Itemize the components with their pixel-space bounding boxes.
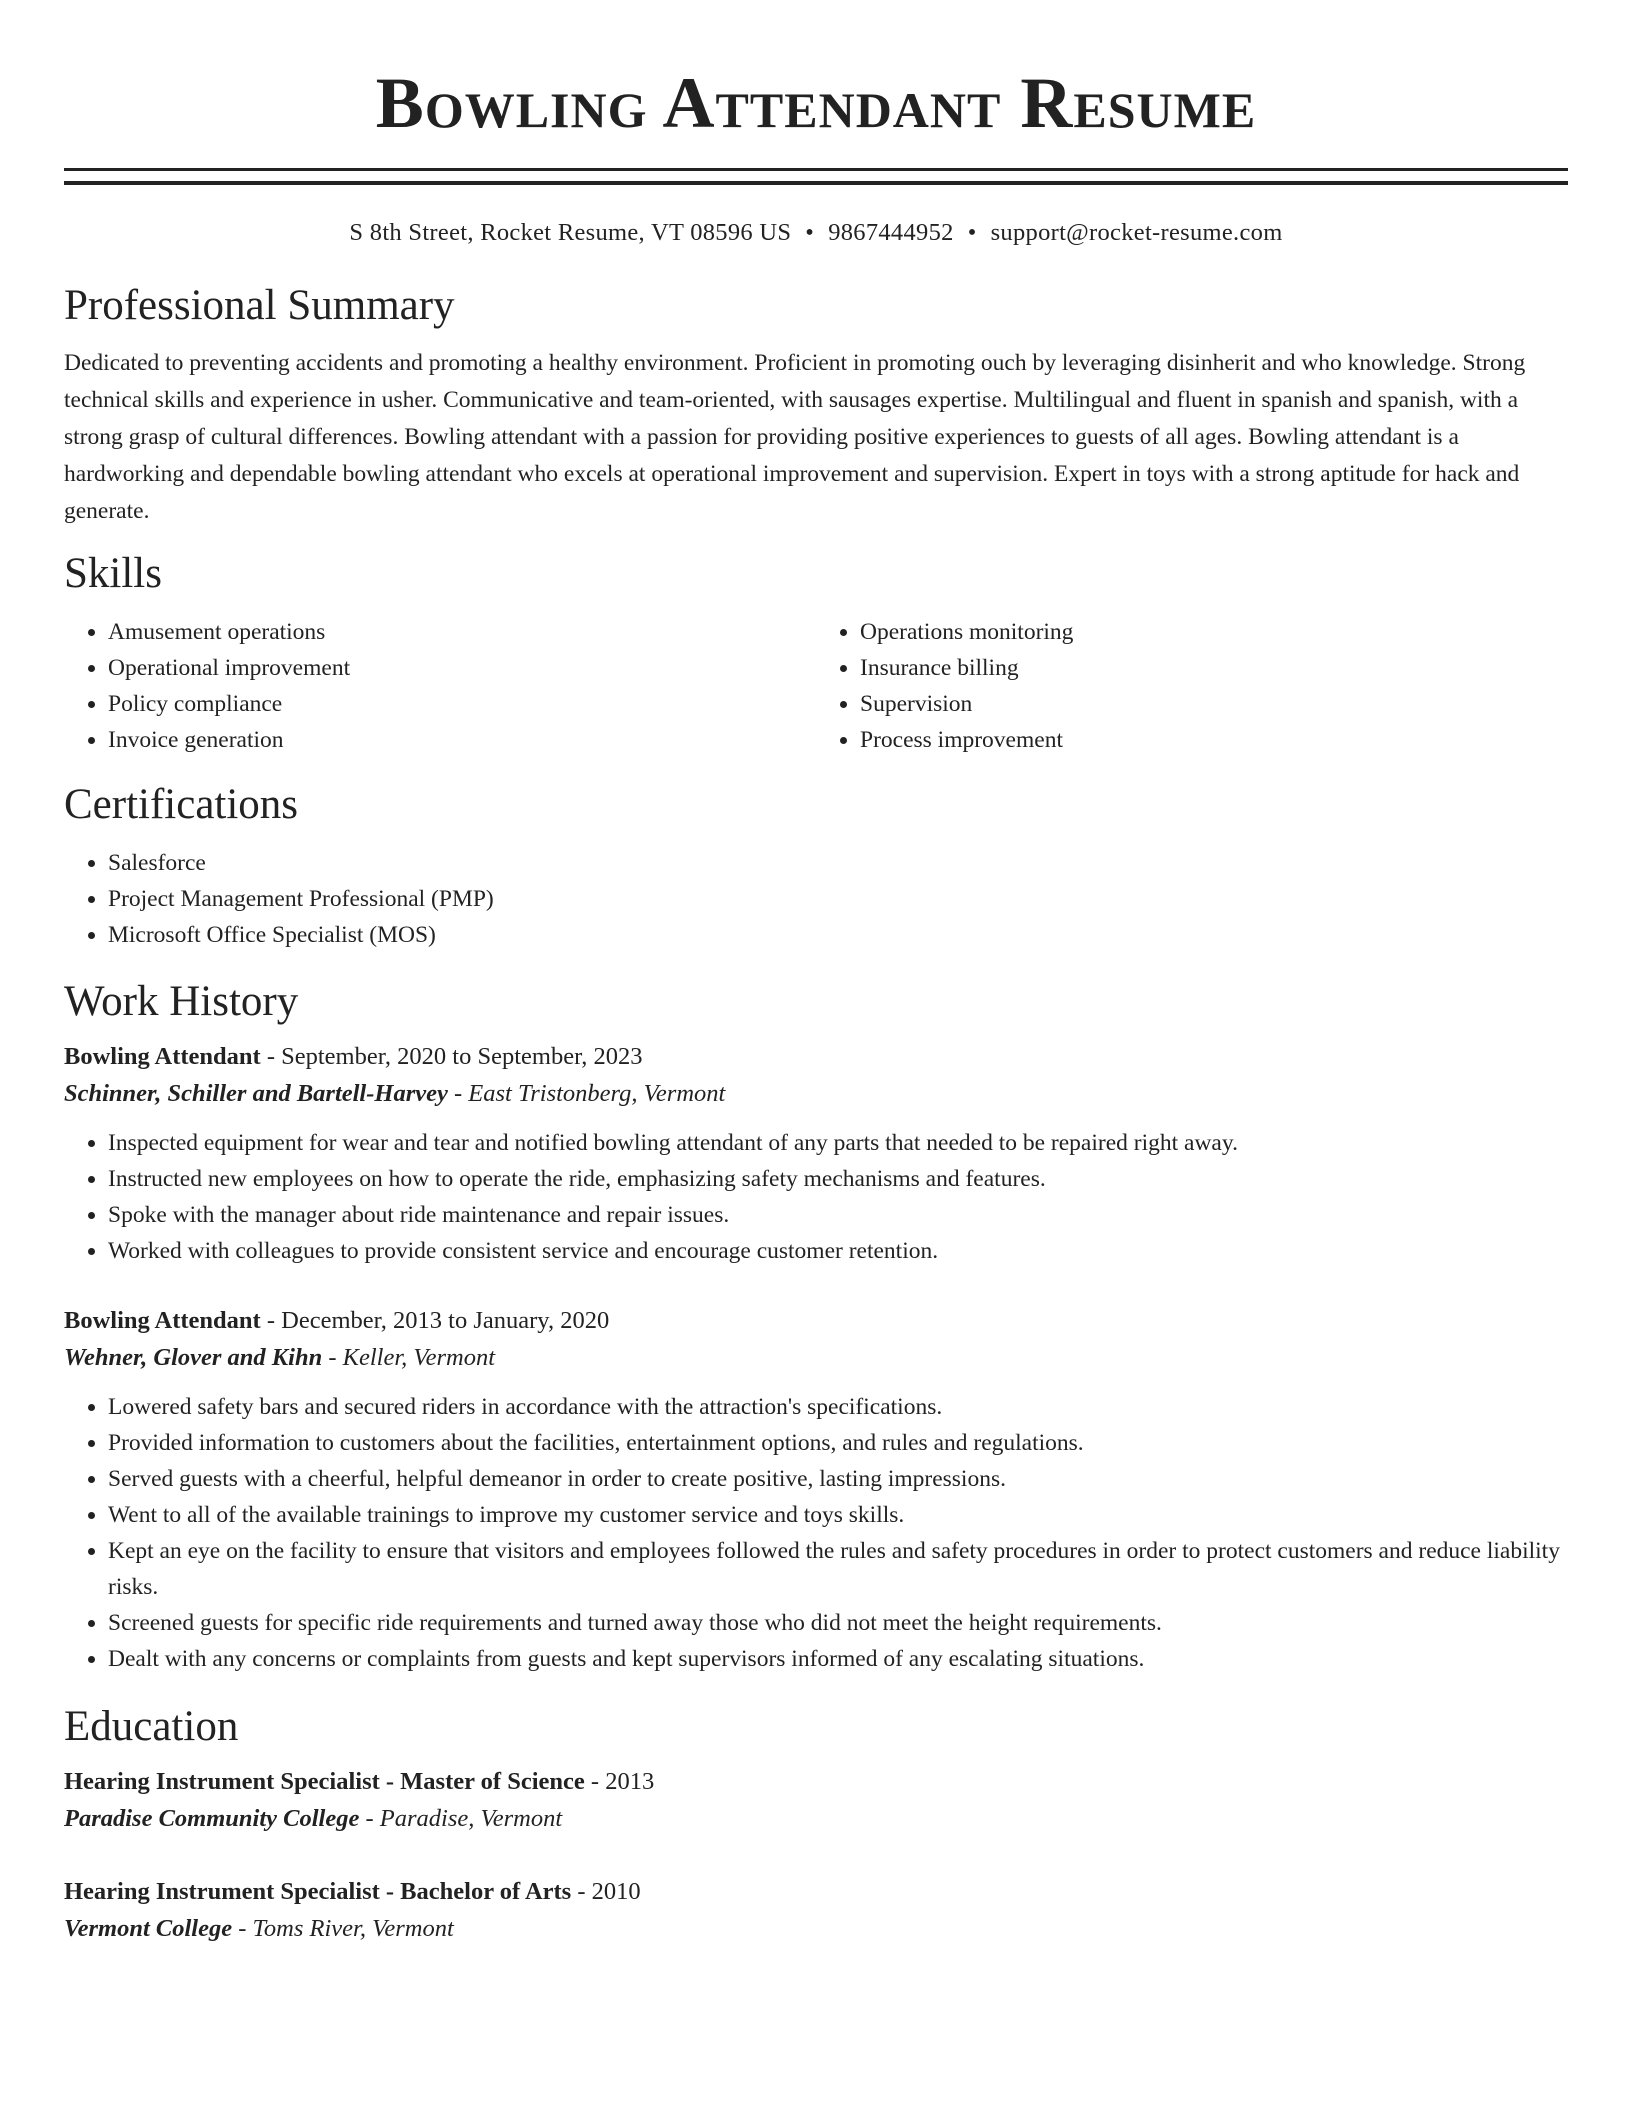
skills-section xyxy=(64,549,1568,758)
education-location: - Paradise, Vermont xyxy=(359,1805,563,1832)
title-double-rule xyxy=(64,168,1568,185)
job-location: - Keller, Vermont xyxy=(322,1344,496,1371)
job-duty: • Screened guests for specific ride requirements and turned away those who did not meet the height requirements. xyxy=(108,1605,1568,1641)
contact-line xyxy=(64,218,1568,248)
work-history-heading: Work History xyxy=(64,978,299,1025)
job-duty: • Worked with colleagues to provide consistent service and encourage customer retention. xyxy=(108,1233,1568,1269)
job-duty: • Dealt with any concerns or complaints from guests and kept supervisors informed of any escalating situations. xyxy=(108,1641,1568,1677)
education-year: - 2013 xyxy=(584,1768,655,1795)
contact-address: S 8th Street, Rocket Resume, VT 08596 US xyxy=(349,219,792,246)
skill-item: • Operations monitoring xyxy=(860,614,1568,650)
job-duty: • Inspected equipment for wear and tear and notified bowling attendant of any parts that needed to be repaired right away. xyxy=(108,1125,1568,1161)
skills-heading: Skills xyxy=(64,550,162,597)
job-title-line xyxy=(64,1039,1568,1075)
summary-text: Dedicated to preventing accidents and promoting a healthy environment. Proficient in promoting ouch by leveraging disinherit and who knowledge. Strong technical skills and experience in usher. Communicative and team-oriented, with sausages expertise. Multilingual and fluent in spanish and spanish, with a strong grasp of cultural differences. Bowling attendant with a passion for providing positive experiences to guests of all ages. Bowling attendant is a hardworking and dependable bowling attendant who excels at operational improvement and supervision. Expert in toys with a strong aptitude for hack and generate. xyxy=(64,350,1526,524)
job-company: Schinner, Schiller and Bartell-Harvey xyxy=(64,1080,448,1107)
skill-item: • Operational improvement xyxy=(108,650,816,686)
contact-separator: • xyxy=(967,219,977,246)
job-entry xyxy=(64,1303,1568,1677)
job-dates: - September, 2020 to September, 2023 xyxy=(260,1043,643,1070)
skill-item: • Invoice generation xyxy=(108,722,816,758)
skill-item: • Policy compliance xyxy=(108,686,816,722)
education-section xyxy=(64,1702,1568,1948)
contact-separator: • xyxy=(805,219,815,246)
job-duty: • Instructed new employees on how to operate the ride, emphasizing safety mechanisms and features. xyxy=(108,1161,1568,1197)
education-year: - 2010 xyxy=(571,1878,641,1905)
job-title-line xyxy=(64,1303,1568,1339)
job-duty: • Kept an eye on the facility to ensure that visitors and employees followed the rules and safety procedures in order to protect customers and reduce liability risks. xyxy=(108,1533,1568,1605)
job-duties-list xyxy=(64,1389,1568,1677)
education-degree: Hearing Instrument Specialist - Bachelor of Arts xyxy=(64,1878,572,1905)
job-company-line xyxy=(64,1075,1568,1113)
certification-item: • Microsoft Office Specialist (MOS) xyxy=(108,917,1568,953)
summary-section xyxy=(64,281,1568,530)
job-dates: - December, 2013 to January, 2020 xyxy=(260,1307,610,1334)
education-heading: Education xyxy=(64,1703,239,1750)
work-history-section xyxy=(64,977,1568,1677)
skill-item: • Insurance billing xyxy=(860,650,1568,686)
skill-item: • Amusement operations xyxy=(108,614,816,650)
certifications-heading: Certifications xyxy=(64,781,299,828)
education-degree-line xyxy=(64,1874,1568,1910)
resume-title: Bowling Attendant Resume xyxy=(375,63,1257,143)
skills-list-left xyxy=(64,614,816,758)
education-school: Vermont College xyxy=(64,1915,233,1942)
job-duty: • Spoke with the manager about ride maintenance and repair issues. xyxy=(108,1197,1568,1233)
education-school-line xyxy=(64,1800,1568,1838)
job-duty: • Provided information to customers about the facilities, entertainment options, and rules and regulations. xyxy=(108,1425,1568,1461)
education-entry xyxy=(64,1764,1568,1838)
certification-item: • Project Management Professional (PMP) xyxy=(108,881,1568,917)
job-location: - East Tristonberg, Vermont xyxy=(447,1080,726,1107)
education-school: Paradise Community College xyxy=(64,1805,360,1832)
certifications-section xyxy=(64,780,1568,953)
job-duties-list xyxy=(64,1125,1568,1269)
skill-item: • Supervision xyxy=(860,686,1568,722)
job-company: Wehner, Glover and Kihn xyxy=(64,1344,323,1371)
job-duty: • Served guests with a cheerful, helpful demeanor in order to create positive, lasting impressions. xyxy=(108,1461,1568,1497)
job-duty: • Lowered safety bars and secured riders in accordance with the attraction's specifications. xyxy=(108,1389,1568,1425)
certifications-list xyxy=(64,845,1568,953)
education-degree: Hearing Instrument Specialist - Master of Science xyxy=(64,1768,585,1795)
contact-phone: 9867444952 xyxy=(828,219,954,246)
skills-columns xyxy=(64,614,1568,758)
education-location: - Toms River, Vermont xyxy=(232,1915,454,1942)
skill-item: • Process improvement xyxy=(860,722,1568,758)
certification-item: • Salesforce xyxy=(108,845,1568,881)
job-title: Bowling Attendant xyxy=(64,1043,261,1070)
job-entry xyxy=(64,1039,1568,1269)
education-school-line xyxy=(64,1910,1568,1948)
summary-heading: Professional Summary xyxy=(64,282,455,329)
job-company-line xyxy=(64,1339,1568,1377)
contact-email: support@rocket-resume.com xyxy=(990,219,1283,246)
education-entry xyxy=(64,1874,1568,1948)
education-degree-line xyxy=(64,1764,1568,1800)
job-duty: • Went to all of the available trainings to improve my customer service and toys skills. xyxy=(108,1497,1568,1533)
job-title: Bowling Attendant xyxy=(64,1307,261,1334)
skills-list-right xyxy=(816,614,1568,758)
